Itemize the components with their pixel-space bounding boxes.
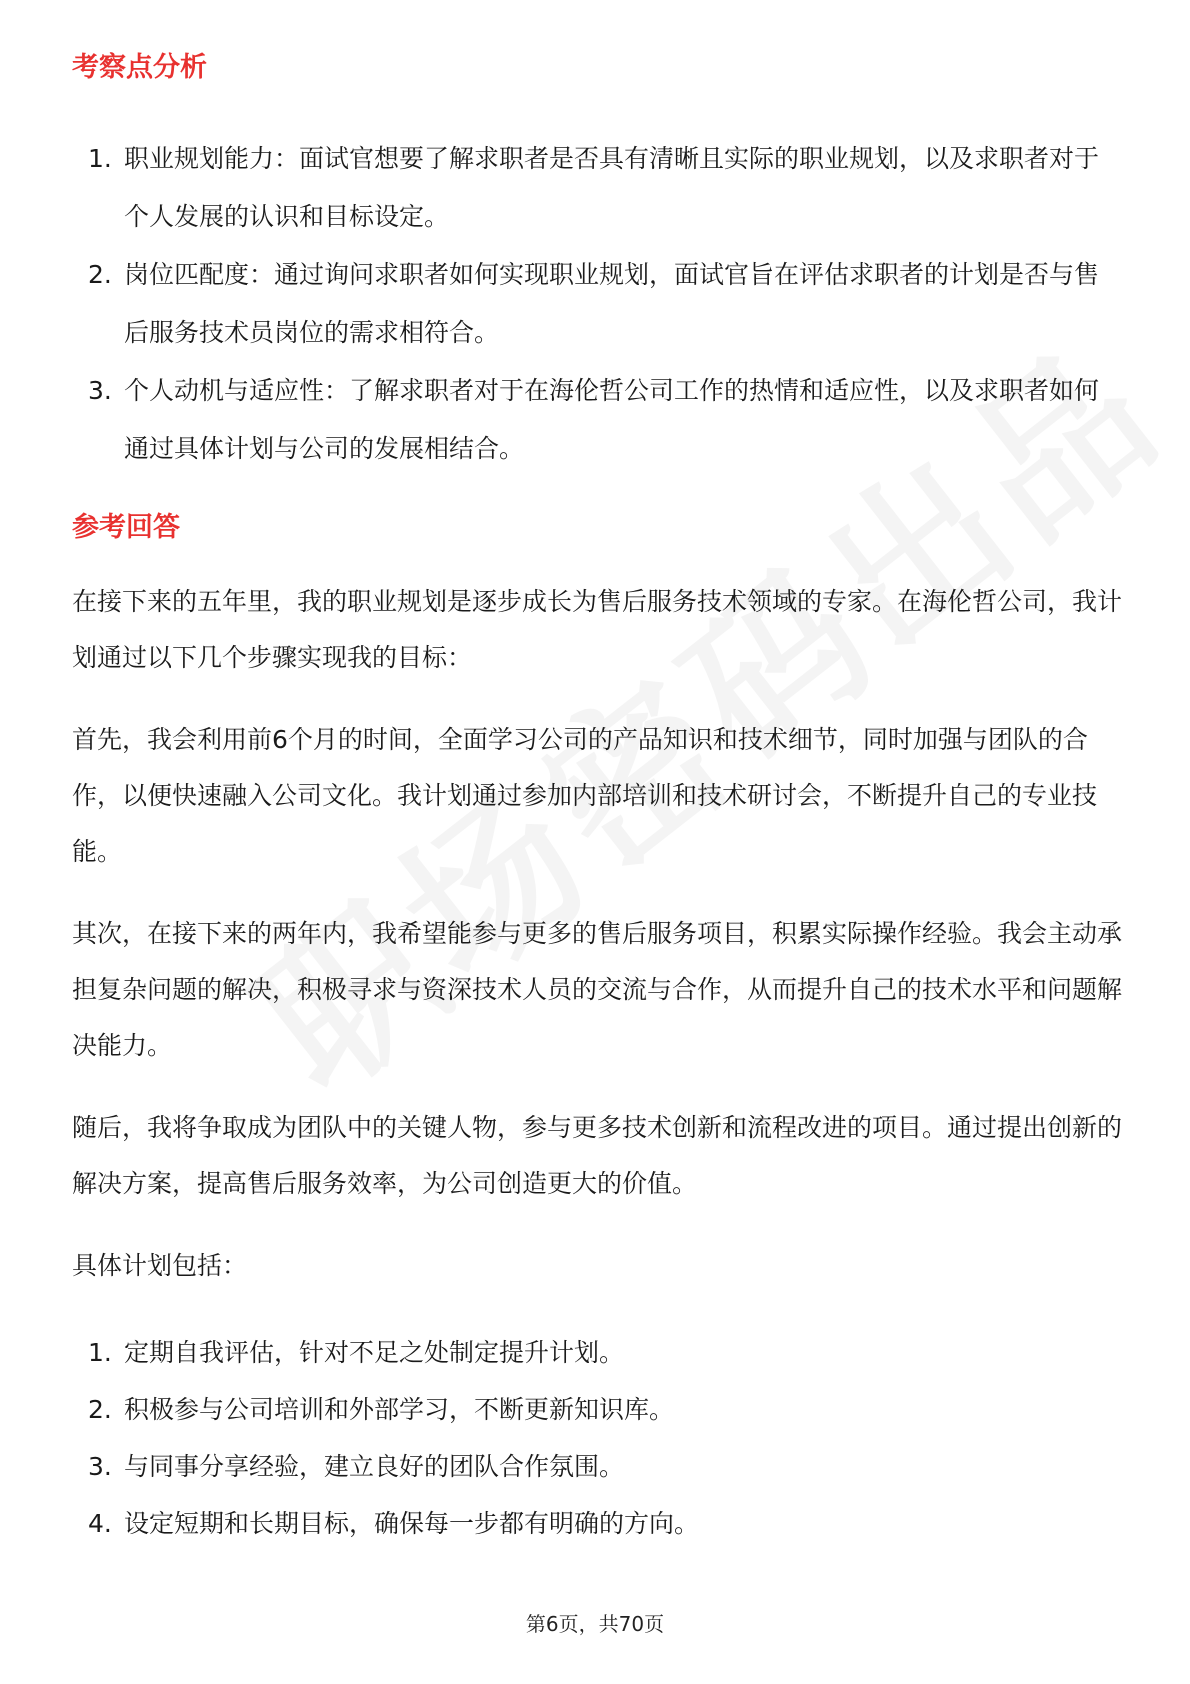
page-content <box>72 48 1122 1552</box>
list-item <box>72 1381 1122 1438</box>
list-number: 4. <box>88 1509 112 1538</box>
page-footer: 第6页，共70页 <box>525 1612 665 1636</box>
list-number: 1. <box>88 144 112 173</box>
list-number: 2. <box>88 260 112 289</box>
list-item <box>72 1324 1122 1381</box>
list-item <box>72 1495 1122 1552</box>
paragraph: 在接下来的五年里，我的职业规划是逐步成长为售后服务技术领域的专家。在海伦哲公司，我计划通过以下几个步骤实现我的目标： <box>72 587 1123 672</box>
list-number: 1. <box>88 1338 112 1367</box>
list-text: 职业规划能力：面试官想要了解求职者是否具有清晰且实际的职业规划，以及求职者对于个人发展的认识和目标设定。 <box>124 144 1100 231</box>
list-number: 3. <box>88 1452 112 1481</box>
paragraph: 其次，在接下来的两年内，我希望能参与更多的售后服务项目，积累实际操作经验。我会主动承担复杂问题的解决，积极寻求与资深技术人员的交流与合作，从而提升自己的技术水平和问题解决能力。 <box>72 919 1123 1060</box>
paragraph: 首先，我会利用前6个月的时间，全面学习公司的产品知识和技术细节，同时加强与团队的合作，以便快速融入公司文化。我计划通过参加内部培训和技术研讨会，不断提升自己的专业技能。 <box>72 725 1098 866</box>
plan-list <box>72 1324 1122 1552</box>
list-item <box>72 130 1122 246</box>
list-number: 3. <box>88 376 112 405</box>
list-number: 2. <box>88 1395 112 1424</box>
plan-intro: 具体计划包括： <box>72 1251 248 1280</box>
list-text: 积极参与公司培训和外部学习，不断更新知识库。 <box>124 1395 675 1424</box>
analysis-heading: 考察点分析 <box>72 52 207 83</box>
list-text: 与同事分享经验，建立良好的团队合作氛围。 <box>124 1452 625 1481</box>
paragraph: 随后，我将争取成为团队中的关键人物，参与更多技术创新和流程改进的项目。通过提出创新的解决方案，提高售后服务效率，为公司创造更大的价值。 <box>72 1113 1123 1198</box>
list-item <box>72 1438 1122 1495</box>
list-item <box>72 362 1122 478</box>
list-item <box>72 246 1122 362</box>
list-text: 岗位匹配度：通过询问求职者如何实现职业规划，面试官旨在评估求职者的计划是否与售后服务技术员岗位的需求相符合。 <box>124 260 1100 347</box>
list-text: 定期自我评估，针对不足之处制定提升计划。 <box>124 1338 625 1367</box>
analysis-list <box>72 130 1122 478</box>
list-text: 设定短期和长期目标，确保每一步都有明确的方向。 <box>124 1509 700 1538</box>
list-text: 个人动机与适应性：了解求职者对于在海伦哲公司工作的热情和适应性，以及求职者如何通过具体计划与公司的发展相结合。 <box>124 376 1100 463</box>
answer-heading: 参考回答 <box>72 512 180 543</box>
